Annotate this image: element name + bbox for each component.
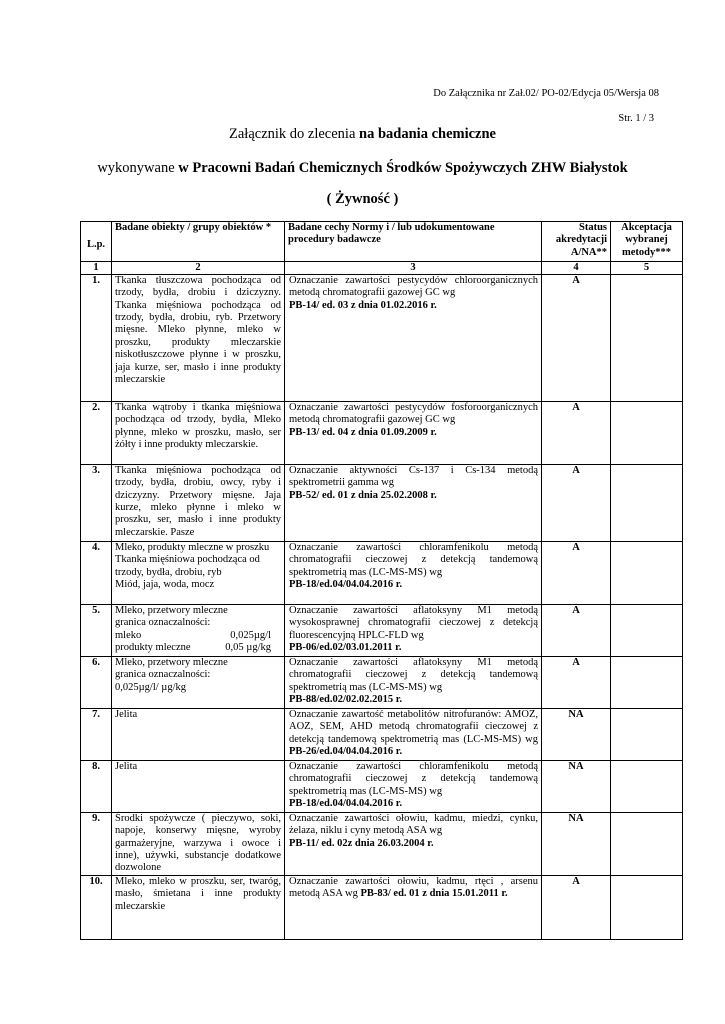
row-feature: Oznaczanie zawartości ołowiu, kadmu, miedzi, cynku, żelaza, niklu i cyny metodą ASA wg PB-11/ ed. 02z dnia 26.03.2004 r. bbox=[285, 812, 542, 875]
table-row bbox=[81, 541, 683, 604]
table-row bbox=[81, 604, 683, 656]
table-header-row bbox=[81, 222, 683, 262]
row-number: 4. bbox=[81, 541, 112, 604]
row-object: Mleko, produkty mleczne w proszku Tkanka mięśniowa pochodząca od trzody, bydła, drobiu, ryb Miód, jaja, woda, mocz bbox=[112, 541, 285, 604]
row-number: 1. bbox=[81, 274, 112, 401]
row-accept bbox=[611, 875, 683, 939]
row-object: Tkanka tłuszczowa pochodząca od trzody, bydła, drobiu i dziczyzny. Tkanka mięśniowa pochodząca od trzody, bydła, drobiu, ryb. Przetwory mięsne. Mleko płynne, mleko w proszku, produkty mleczarskie niskotłuszczowe płynne i w proszku, jaja kurze, ser, masło i inne produkty mleczarskie bbox=[112, 274, 285, 401]
row-feature: Oznaczanie zawartości aflatoksyny M1 metodą chromatografii cieczowej z detekcją tandemową spektrometrią mas (LC-MS-MS) wg PB-88/ed.02/02.02.2015 r. bbox=[285, 656, 542, 708]
row-number: 2. bbox=[81, 401, 112, 464]
title-line-3: ( Żywność ) bbox=[326, 191, 399, 207]
column-number: 3 bbox=[285, 262, 542, 275]
row-status: NA bbox=[542, 812, 611, 875]
row-accept bbox=[611, 274, 683, 401]
page-number: Str. 1 / 3 bbox=[618, 113, 654, 124]
row-accept bbox=[611, 464, 683, 541]
row-status: A bbox=[542, 604, 611, 656]
table-row bbox=[81, 875, 683, 939]
row-accept bbox=[611, 541, 683, 604]
column-number: 1 bbox=[81, 262, 112, 275]
row-accept bbox=[611, 401, 683, 464]
row-status: A bbox=[542, 656, 611, 708]
table-row bbox=[81, 760, 683, 812]
tests-table bbox=[80, 221, 683, 940]
header-accept: Akceptacja wybranej metody*** bbox=[611, 222, 683, 262]
header-objects: Badane obiekty / grupy obiektów * bbox=[112, 222, 285, 262]
table-row bbox=[81, 401, 683, 464]
row-accept bbox=[611, 708, 683, 760]
row-accept bbox=[611, 656, 683, 708]
table-row bbox=[81, 708, 683, 760]
row-accept bbox=[611, 812, 683, 875]
row-number: 10. bbox=[81, 875, 112, 939]
column-number: 5 bbox=[611, 262, 683, 275]
row-object: Mleko, mleko w proszku, ser, twaróg, masło, śmietana i inne produkty mleczarskie bbox=[112, 875, 285, 939]
row-object: Mleko, przetwory mleczne granica oznaczalności: mleko 0,025µg/l produkty mleczne 0,05 µg/kg bbox=[112, 604, 285, 656]
row-feature: Oznaczanie zawartości pestycydów chloroorganicznych metodą chromatografii gazowej GC wg PB-14/ ed. 03 z dnia 01.02.2016 r. bbox=[285, 274, 542, 401]
row-number: 7. bbox=[81, 708, 112, 760]
row-status: A bbox=[542, 464, 611, 541]
row-status: NA bbox=[542, 760, 611, 812]
table-row bbox=[81, 464, 683, 541]
row-feature: Oznaczanie zawartość metabolitów nitrofuranów: AMOZ, AOZ, SEM, AHD metodą chromatografii cieczowej z detekcją tandemową spektrometrią mas (LC-MS-MS) wg PB-26/ed.04/04.04.2016 r. bbox=[285, 708, 542, 760]
column-number: 2 bbox=[112, 262, 285, 275]
table-row bbox=[81, 274, 683, 401]
row-object: Tkanka wątroby i tkanka mięśniowa pochodząca od trzody, bydła, Mleko płynne, mleko w proszku, masło, ser żółty i inne produkty mleczarskie. bbox=[112, 401, 285, 464]
table-row bbox=[81, 812, 683, 875]
row-status: A bbox=[542, 875, 611, 939]
document-reference: Do Załącznika nr Zał.02/ PO-02/Edycja 05/Wersja 08 bbox=[433, 88, 659, 99]
row-number: 3. bbox=[81, 464, 112, 541]
row-object: Jelita bbox=[112, 760, 285, 812]
row-status: A bbox=[542, 401, 611, 464]
row-accept bbox=[611, 604, 683, 656]
row-object: Jelita bbox=[112, 708, 285, 760]
row-feature: Oznaczanie zawartości pestycydów fosforoorganicznych metodą chromatografii gazowej GC wg PB-13/ ed. 04 z dnia 01.09.2009 r. bbox=[285, 401, 542, 464]
row-status: A bbox=[542, 541, 611, 604]
row-number: 8. bbox=[81, 760, 112, 812]
title-line-1: Załącznik do zlecenia na badania chemiczne bbox=[229, 126, 496, 142]
row-status: A bbox=[542, 274, 611, 401]
row-accept bbox=[611, 760, 683, 812]
row-object: Środki spożywcze ( pieczywo, soki, napoje, konserwy mięsne, wyroby garmażeryjne, warzywa i owoce i inne), używki, substancje dodatkowe dozwolone bbox=[112, 812, 285, 875]
row-feature: Oznaczanie zawartości aflatoksyny M1 metodą wysokosprawnej chromatografii cieczowej z detekcją fluorescencyjną HPLC-FLD wg PB-06/ed.02/03.01.2011 r. bbox=[285, 604, 542, 656]
column-number-row bbox=[81, 262, 683, 275]
column-number: 4 bbox=[542, 262, 611, 275]
row-number: 9. bbox=[81, 812, 112, 875]
header-lp: L.p. bbox=[81, 222, 112, 262]
row-number: 6. bbox=[81, 656, 112, 708]
row-status: NA bbox=[542, 708, 611, 760]
row-number: 5. bbox=[81, 604, 112, 656]
row-object: Mleko, przetwory mleczne granica oznaczalności: 0,025µg/l/ µg/kg bbox=[112, 656, 285, 708]
row-feature: Oznaczanie zawartości chloramfenikolu metodą chromatografii cieczowej z detekcją tandemową spektrometrią mas (LC-MS-MS) wg PB-18/ed.04/04.04.2016 r. bbox=[285, 541, 542, 604]
row-feature: Oznaczanie zawartości chloramfenikolu metodą chromatografii cieczowej z detekcją tandemową spektrometrią mas (LC-MS-MS) wg PB-18/ed.04/04.04.2016 r. bbox=[285, 760, 542, 812]
table-row bbox=[81, 656, 683, 708]
row-feature: Oznaczanie zawartości ołowiu, kadmu, rtęci , arsenu metodą ASA wg PB-83/ ed. 01 z dnia 15.01.2011 r. bbox=[285, 875, 542, 939]
row-object: Tkanka mięśniowa pochodząca od trzody, bydła, drobiu, owcy, ryby i dziczyzny. Przetwory mięsne. Jaja kurze, mleko płynne i mleko w proszku, ser, masło i inne produkty mleczarskie. Pasze bbox=[112, 464, 285, 541]
header-status: Status akredytacji A/NA** bbox=[542, 222, 611, 262]
title-line-2: wykonywane w Pracowni Badań Chemicznych Środków Spożywczych ZHW Białystok bbox=[97, 160, 628, 176]
row-feature: Oznaczanie aktywności Cs-137 i Cs-134 metodą spektrometrii gamma wg PB-52/ ed. 01 z dnia 25.02.2008 r. bbox=[285, 464, 542, 541]
header-features: Badane cechy Normy i / lub udokumentowane procedury badawcze bbox=[285, 222, 542, 262]
